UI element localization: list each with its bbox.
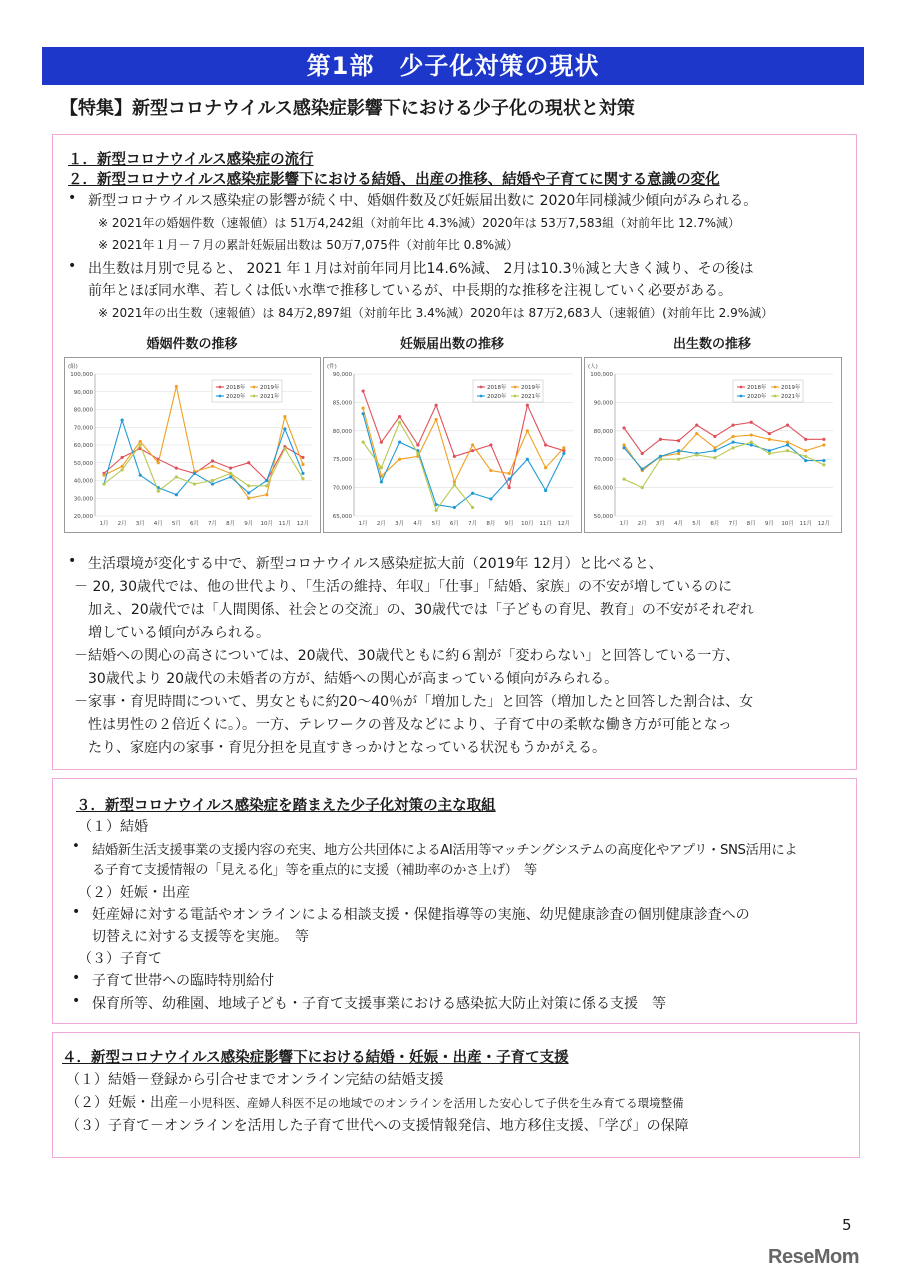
svg-text:2021年: 2021年 [260, 394, 280, 400]
online-pregnancy-label: （２）妊娠・出産 [66, 1095, 178, 1111]
resemom-logo: ReseMom [768, 1246, 859, 1268]
svg-text:2021年: 2021年 [781, 394, 801, 400]
svg-text:100,000: 100,000 [590, 372, 613, 378]
svg-text:7月: 7月 [728, 521, 738, 527]
svg-text:90,000: 90,000 [332, 372, 352, 378]
svg-text:10月: 10月 [260, 521, 274, 527]
chart-legend [212, 380, 282, 402]
svg-text:4月: 4月 [413, 521, 423, 527]
svg-text:2020年: 2020年 [747, 394, 767, 400]
line-chart-births [585, 358, 841, 532]
section-heading-3: ３．新型コロナウイルス感染症を踏まえた少子化対策の主な取組 [76, 798, 496, 814]
chart-pregnancies [323, 357, 582, 533]
svg-text:70,000: 70,000 [332, 485, 352, 492]
chart-title-pregnancies: 妊娠届出数の推移 [399, 337, 504, 352]
svg-text:11月: 11月 [799, 521, 812, 527]
svg-text:11月: 11月 [539, 521, 552, 527]
svg-text:60,000: 60,000 [73, 443, 93, 449]
svg-text:2月: 2月 [637, 521, 647, 527]
svg-text:2019年: 2019年 [521, 385, 541, 391]
svg-text:90,000: 90,000 [593, 400, 613, 407]
chart-title-marriages: 婚姻件数の推移 [146, 337, 238, 352]
section-heading-4: ４．新型コロナウイルス感染症影響下における結婚・妊娠・出産・子育て支援 [62, 1050, 569, 1066]
svg-text:2021年: 2021年 [521, 394, 541, 400]
svg-text:7月: 7月 [208, 521, 218, 527]
note-birth-count: ※ 2021年の出生数（速報値）は 84万2,897組（対前年比 3.4%減）2020年は 87万2,683人（速報値）(対前年比 2.9%減） [98, 306, 774, 320]
svg-text:4月: 4月 [674, 521, 684, 527]
dash-marriage-interest-line2: 30歳代より 20歳代の未婚者の方が、結婚への関心が高まっている傾向がみられる。 [88, 671, 619, 687]
dash-housework-line3: たり、家庭内の家事・育児分担を見直すきっかけとなっている状況もうかがえる。 [88, 740, 606, 756]
item-marriage-support-line2: る子育て支援情報の「見える化」等を重点的に支援（補助率のかさ上げ） 等 [92, 863, 537, 878]
svg-text:9月: 9月 [244, 521, 254, 527]
svg-text:12月: 12月 [296, 521, 310, 527]
chart-marriages [64, 357, 321, 533]
svg-text:80,000: 80,000 [593, 428, 613, 435]
svg-text:60,000: 60,000 [593, 485, 613, 492]
svg-text:2月: 2月 [376, 521, 386, 527]
chart-legend [473, 380, 543, 402]
page-number: 5 [842, 1216, 852, 1234]
svg-text:65,000: 65,000 [332, 514, 352, 520]
line-chart-pregnancies [324, 358, 581, 532]
svg-text:9月: 9月 [764, 521, 774, 527]
svg-text:6月: 6月 [189, 521, 199, 527]
svg-text:2019年: 2019年 [260, 385, 280, 391]
svg-text:5月: 5月 [431, 521, 441, 527]
svg-text:(組): (組) [68, 364, 78, 370]
svg-text:70,000: 70,000 [73, 425, 93, 432]
subheading-pregnancy: （２）妊娠・出産 [78, 885, 190, 901]
subheading-childcare: （３）子育て [78, 951, 162, 967]
svg-text:2月: 2月 [117, 521, 127, 527]
svg-text:5月: 5月 [171, 521, 181, 527]
svg-text:8月: 8月 [486, 521, 496, 527]
item-nursery-support: • 保育所等、幼稚園、地域子ども・子育て支援事業における感染拡大防止対策に係る支援 等 [92, 993, 666, 1013]
svg-text:10月: 10月 [781, 521, 794, 527]
svg-text:2019年: 2019年 [781, 385, 801, 391]
section-heading-1: １．新型コロナウイルス感染症の流行 [68, 152, 314, 168]
dash-anxiety-line3: 増している傾向がみられる。 [88, 625, 270, 641]
chart-title-births: 出生数の推移 [672, 337, 751, 352]
svg-text:6月: 6月 [449, 521, 459, 527]
svg-text:70,000: 70,000 [593, 457, 613, 464]
svg-text:75,000: 75,000 [332, 457, 352, 464]
dash-anxiety-line1: － 20, 30歳代では、他の世代より、「生活の維持、年収」「仕事」「結婚、家族」の不安が増しているのに [74, 579, 732, 595]
online-pregnancy-detail: －小児科医、産婦人科医不足の地域でのオンラインを活用した安心して子供を生み育てる環境整備 [178, 1096, 684, 1110]
online-marriage-support: （１）結婚－登録から引合せまでオンライン完結の結婚支援 [66, 1072, 444, 1088]
svg-text:1月: 1月 [619, 521, 629, 527]
svg-text:50,000: 50,000 [73, 460, 93, 467]
svg-text:1月: 1月 [358, 521, 368, 527]
svg-text:2018年: 2018年 [226, 385, 246, 391]
svg-text:8月: 8月 [746, 521, 756, 527]
svg-text:90,000: 90,000 [73, 389, 93, 396]
svg-text:11月: 11月 [278, 521, 292, 527]
svg-text:2018年: 2018年 [747, 385, 767, 391]
chart-births [584, 357, 842, 533]
svg-text:2020年: 2020年 [487, 394, 507, 400]
svg-text:3月: 3月 [135, 521, 145, 527]
svg-text:10月: 10月 [521, 521, 534, 527]
note-marriage-count: ※ 2021年の婚姻件数（速報値）は 51万4,242組（対前年比 4.3%減）2020年は 53万7,583組（対前年比 12.7%減） [98, 216, 741, 230]
dash-anxiety-line2: 加え、20歳代では「人間関係、社会との交流」の、30歳代では「子どもの育児、教育」の不安がそれぞれ [88, 602, 754, 618]
svg-text:3月: 3月 [655, 521, 665, 527]
section-heading-2: ２．新型コロナウイルス感染症影響下における結婚、出産の推移、結婚や子育てに関する意識の変化 [68, 172, 720, 188]
svg-text:85,000: 85,000 [332, 400, 352, 407]
svg-text:9月: 9月 [504, 521, 514, 527]
svg-text:80,000: 80,000 [332, 428, 352, 435]
svg-text:6月: 6月 [710, 521, 720, 527]
svg-text:8月: 8月 [226, 521, 236, 527]
svg-text:80,000: 80,000 [73, 407, 93, 414]
subheading-marriage: （１）結婚 [78, 819, 148, 835]
svg-text:50,000: 50,000 [593, 514, 613, 520]
note-pregnancy-count: ※ 2021年１月－７月の累計妊娠届出数は 50万7,075件（対前年比 0.8%減） [98, 238, 519, 252]
svg-text:2020年: 2020年 [226, 394, 246, 400]
dash-housework-line2: 性は男性の２倍近くに。）。一方、テレワークの普及などにより、子育て中の柔軟な働き方が可能となっ [88, 717, 732, 733]
item-childcare-benefit: • 子育て世帯への臨時特別給付 [92, 970, 274, 990]
svg-text:12月: 12月 [817, 521, 831, 527]
bullet-marriage-decline: • 新型コロナウイルス感染症の影響が続く中、婚姻件数及び妊娠届出数に 2020年同様減少傾向がみられる。 [88, 190, 757, 210]
svg-text:1月: 1月 [99, 521, 109, 527]
svg-text:30,000: 30,000 [73, 496, 93, 503]
item-marriage-support-line1: • 結婚新生活支援事業の支援内容の充実、地方公共団体によるAI活用等マッチングシステムの高度化やアプリ・SNS活用によ [92, 839, 797, 858]
svg-text:100,000: 100,000 [70, 372, 93, 378]
svg-text:4月: 4月 [153, 521, 163, 527]
online-pregnancy-support [66, 1092, 684, 1112]
svg-text:(件): (件) [327, 364, 337, 370]
svg-text:40,000: 40,000 [73, 478, 93, 485]
svg-text:5月: 5月 [692, 521, 702, 527]
svg-text:3月: 3月 [395, 521, 405, 527]
dash-housework-line1: －家事・育児時間について、男女ともに約20～40％が「増加した」と回答（増加したと回答した割合は、女 [74, 694, 754, 710]
item-pregnancy-support-line1: • 妊産婦に対する電話やオンラインによる相談支援・保健指導等の実施、幼児健康診査の個別健康診査への [92, 904, 750, 924]
page-title: 第1部 少子化対策の現状 [42, 47, 864, 85]
svg-text:12月: 12月 [557, 521, 571, 527]
svg-text:20,000: 20,000 [73, 514, 93, 520]
online-childcare-support: （３）子育て－オンラインを活用した子育て世代への支援情報発信、地方移住支援、「学び」の保障 [66, 1118, 689, 1134]
bullet-living-environment: • 生活環境が変化する中で、新型コロナウイルス感染症拡大前（2019年 12月）と比べると、 [88, 553, 663, 573]
dash-marriage-interest-line1: －結婚への関心の高さについては、20歳代、30歳代ともに約６割が「変わらない」と回答している一方、 [74, 648, 740, 664]
svg-text:(人): (人) [588, 364, 598, 370]
bullet-births-line1: • 出生数は月別で見ると、 2021 年１月は対前年同月比14.6%減、 2月は10.3％減と大きく減り、その後は [88, 258, 754, 278]
page-subtitle: 【特集】新型コロナウイルス感染症影響下における少子化の現状と対策 [60, 98, 635, 119]
bullet-births-line2: 前年とほぼ同水準、若しくは低い水準で推移しているが、中長期的な推移を注視していく必要がある。 [88, 283, 732, 299]
svg-text:7月: 7月 [468, 521, 478, 527]
svg-text:2018年: 2018年 [487, 385, 507, 391]
line-chart-marriages [65, 358, 320, 532]
chart-legend [733, 380, 803, 402]
item-pregnancy-support-line2: 切替えに対する支援等を実施。 等 [92, 929, 309, 945]
